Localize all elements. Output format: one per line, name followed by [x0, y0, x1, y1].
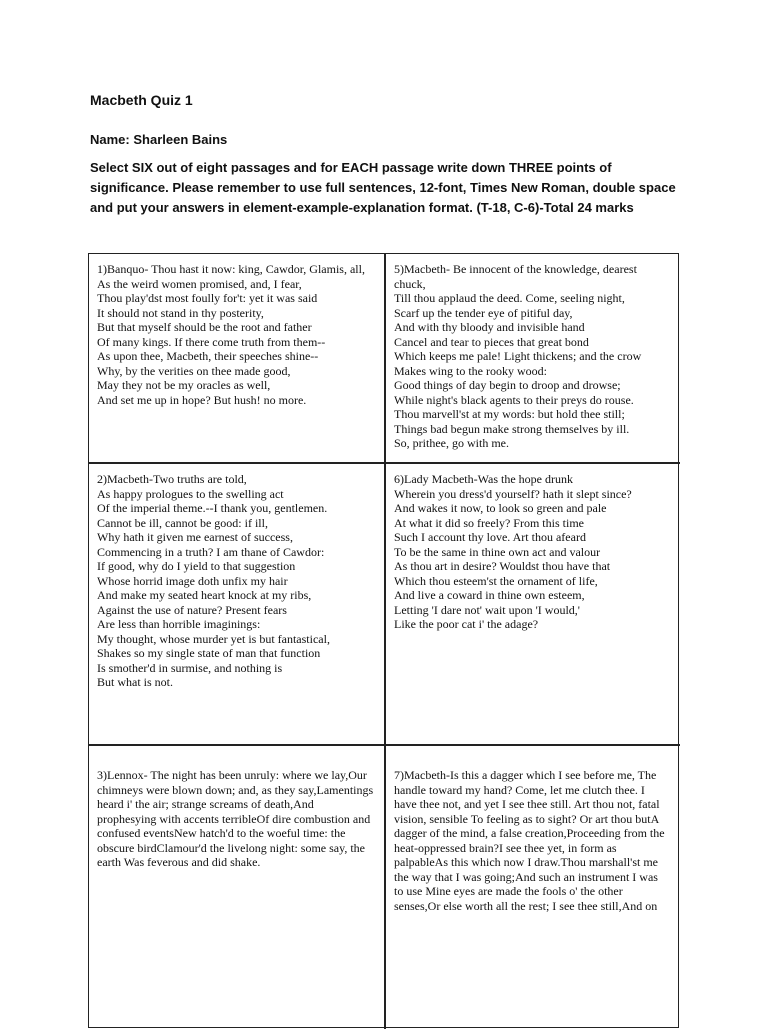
passage-5-macbeth: 5)Macbeth- Be innocent of the knowledge, dearest chuck, Till thou applaud the deed. Come, seeling night, Scarf up the tender eye of pitiful day, And with thy bloody and invisible hand Cancel and tear to pieces that great bond Which keeps me pale! Light thickens; and the crow Makes wing to the rooky wood: Good things of day begin to droop and drowse; While night's black agents to their preys do rouse. Thou marvell'st at my words: but hold thee still; Things bad begun make strong themselves by ill. So, prithee, go with me. — [394, 262, 642, 450]
passage-6-lady-macbeth: 6)Lady Macbeth-Was the hope drunk Wherein you dress'd yourself? hath it slept since? And wakes it now, to look so green and pale At what it did so freely? From this time Such I account thy love. Art thou afeard To be the same in thine own act and valour As thou art in desire? Wouldst thou have that Which thou esteem'st the ornament of life, And live a coward in thine own esteem, Letting 'I dare not' wait upon 'I would,' Like the poor cat i' the adage? — [394, 472, 632, 631]
passage-1-banquo: 1)Banquo- Thou hast it now: king, Cawdor, Glamis, all, As the weird women promised, and, I fear, Thou play'dst most foully for't: yet it was said It should not stand in thy posterity, But that myself should be the root and father Of many kings. If there come truth from them-- As upon thee, Macbeth, their speeches shine-- Why, by the verities on thee made good, May they not be my oracles as well, And set me up in hope? But hush! no more. — [97, 262, 365, 407]
student-name: Name: Sharleen Bains — [90, 132, 228, 147]
passages-table — [88, 253, 679, 1028]
passage-7-macbeth: 7)Macbeth-Is this a dagger which I see before me, The handle toward my hand? Come, let me clutch thee. I have thee not, and yet I see thee still. Art thou not, fatal vision, sensible To feeling as to sight? Or art thou butA dagger of the mind, a false creation,Proceeding from the heat-oppressed brain?I see thee yet, in form as palpableAs this which now I draw.Thou marshall'st me the way that I was going;And such an instrument I was to use Mine eyes are made the fools o' the other senses,Or else worth all the rest; I see thee still,And on — [394, 768, 665, 913]
passage-2-macbeth: 2)Macbeth-Two truths are told, As happy prologues to the swelling act Of the imperial theme.--I thank you, gentlemen. Cannot be ill, cannot be good: if ill, Why hath it given me earnest of success, Commencing in a truth? I am thane of Cawdor: If good, why do I yield to that suggestion Whose horrid image doth unfix my hair And make my seated heart knock at my ribs, Against the use of nature? Present fears Are less than horrible imaginings: My thought, whose murder yet is but fantastical, Shakes so my single state of man that function Is smother'd in surmise, and nothing is But what is not. — [97, 472, 330, 689]
quiz-title: Macbeth Quiz 1 — [90, 92, 193, 108]
quiz-instructions: Select SIX out of eight passages and for EACH passage write down THREE points of significance. Please remember to use full sentences, 12-font, Times New Roman, double space and put your answers in element-example-explanation format. (T-18, C-6)-Total 24 marks — [90, 160, 676, 215]
passage-3-lennox: 3)Lennox- The night has been unruly: where we lay,Our chimneys were blown down; and, as they say,Lamentings heard i' the air; strange screams of death,And prophesying with accents terribleOf dire combustion and confused eventsNew hatch'd to the woeful time: the obscure birdClamour'd the livelong night: some say, the earth Was feverous and did shake. — [97, 768, 374, 869]
